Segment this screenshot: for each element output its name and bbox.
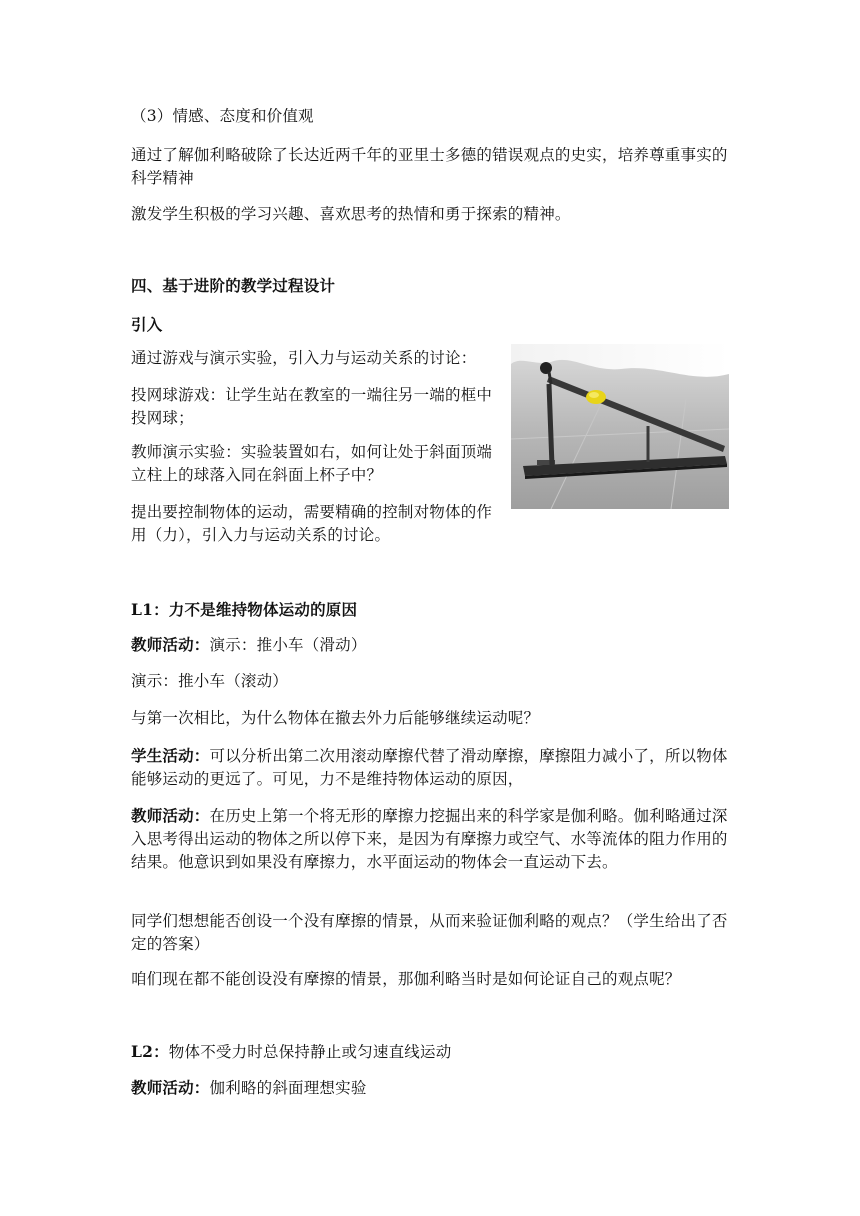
apparatus-illustration xyxy=(511,344,729,509)
paragraph-l1-how-galileo-argued: 咱们现在都不能创设没有摩擦的情景，那伽利略当时是如何论证自己的观点呢？ xyxy=(131,970,681,988)
teacher-activity-label: 教师活动： xyxy=(131,1078,210,1097)
subheading-introduction: 引入 xyxy=(131,315,163,334)
level-2-label: L2： xyxy=(131,1042,169,1061)
inclined-plane-apparatus-photo xyxy=(511,344,729,509)
paragraph-galileo-history: 通过了解伽利略破除了长达近两千年的亚里士多德的错误观点的史实，培养尊重事实的科学精神 xyxy=(131,146,728,187)
paragraph-l2-teacher-activity xyxy=(131,1076,731,1100)
teacher-activity-label: 教师活动： xyxy=(131,806,210,825)
paragraph-l1-no-friction-question: 同学们想想能否创设一个没有摩擦的情景，从而来验证伽利略的观点？（学生给出了否定的答案） xyxy=(131,912,728,953)
paragraph-l1-demo-rolling: 演示：推小车（滚动） xyxy=(131,672,289,690)
teacher-activity-text: 伽利略的斜面理想实验 xyxy=(209,1079,367,1097)
level-1-heading: L1：力不是维持物体运动的原因 xyxy=(131,600,358,619)
paragraph-intro-discussion: 通过游戏与演示实验，引入力与运动关系的讨论： xyxy=(131,349,477,367)
student-activity-text: 可以分析出第二次用滚动摩擦代替了滑动摩擦，摩擦阻力减小了，所以物体能够运动的更远了。可见，力不是维持物体运动的原因， xyxy=(131,747,728,788)
paragraph-l1-student-activity xyxy=(131,744,731,791)
paragraph-tennis-game: 投网球游戏：让学生站在教室的一端往另一端的框中投网球； xyxy=(131,386,493,427)
section-heading-attitudes: （3）情感、态度和价值观 xyxy=(131,107,314,125)
teacher-activity-label: 教师活动： xyxy=(131,635,210,654)
level-2-heading xyxy=(131,1040,731,1064)
paragraph-inspire-interest: 激发学生积极的学习兴趣、喜欢思考的热情和勇于探索的精神。 xyxy=(131,205,571,223)
section-heading-teaching-process: 四、基于进阶的教学过程设计 xyxy=(131,276,336,295)
paragraph-l1-galileo-friction xyxy=(131,804,731,874)
teacher-activity-text: 在历史上第一个将无形的摩擦力挖掘出来的科学家是伽利略。伽利略通过深入思考得出运动的物体之所以停下来，是因为有摩擦力或空气、水等流体的阻力作用的结果。他意识到如果没有摩擦力，水平面运动的物体会一直运动下去。 xyxy=(131,807,728,871)
paragraph-control-motion: 提出要控制物体的运动，需要精确的控制对物体的作用（力），引入力与运动关系的讨论。 xyxy=(131,503,493,544)
level-2-title: 物体不受力时总保持静止或匀速直线运动 xyxy=(168,1043,452,1061)
student-activity-label: 学生活动： xyxy=(131,746,210,765)
paragraph-teacher-demo: 教师演示实验：实验装置如右，如何让处于斜面顶端立柱上的球落入同在斜面上杯子中？ xyxy=(131,443,493,484)
teacher-activity-text: 演示：推小车（滑动） xyxy=(209,636,367,654)
paragraph-l1-question: 与第一次相比，为什么物体在撤去外力后能够继续运动呢？ xyxy=(131,709,540,727)
paragraph-l1-demo-sliding xyxy=(131,633,731,657)
